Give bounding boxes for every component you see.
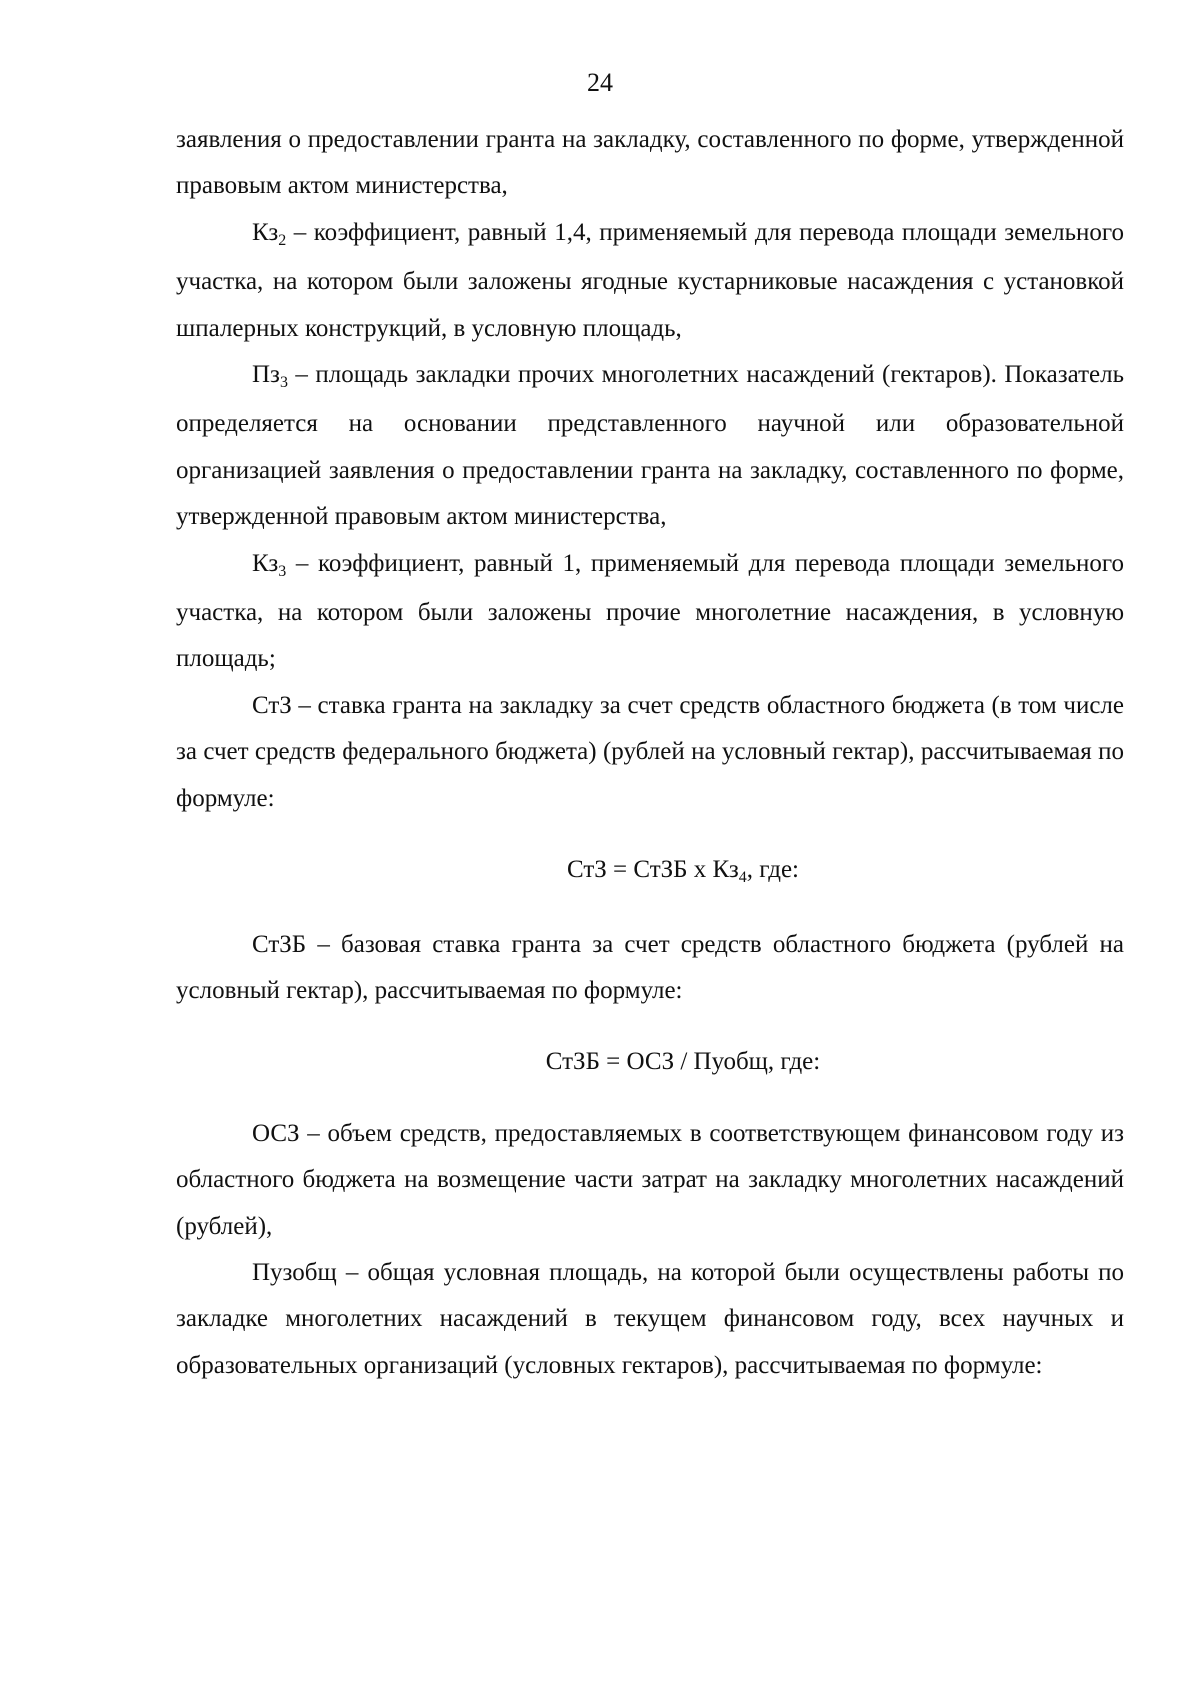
- formula-subscript: 4: [738, 869, 747, 887]
- paragraph-stz-definition: СтЗ – ставка гранта на закладку за счет средств областного бюджета (в том числе за счет средств федерального бюджета) (рублей на условный гектар), рассчитываемая по формуле:: [176, 691, 1124, 812]
- formula-text-tail: , где:: [746, 856, 800, 884]
- paragraph-puzobsh-definition: Пузобщ – общая условная площадь, на которой были осуществлены работы по закладке многолетних насаждений в текущем финансовом году, всех научных и образовательных организаций (условных гектаров), рассчитываемая по формуле:: [176, 1258, 1124, 1379]
- formula-text: СтЗ = СтЗБ х Кз: [566, 856, 739, 884]
- symbol-subscript: 2: [278, 231, 287, 249]
- paragraph-continuation: заявления о предоставлении гранта на закладку, составленного по форме, утвержденной правовым актом министерства,: [176, 126, 1124, 200]
- definition-text: – коэффициент, равный 1,4, применяемый для перевода площади земельного участка, на котором были заложены ягодные кустарниковые насаждения с установкой шпалерных конструкций, в условную площадь,: [176, 218, 1124, 342]
- symbol-subscript: 3: [279, 374, 288, 392]
- symbol-kz: Кз: [252, 218, 279, 246]
- text-body: [176, 117, 1124, 1389]
- symbol-pz: Пз: [252, 361, 280, 389]
- definition-text: – коэффициент, равный 1, применяемый для перевода площади земельного участка, на котором были заложены прочие многолетние насаждения, в условную площадь;: [176, 549, 1124, 673]
- paragraph-kz2-definition: [176, 210, 1124, 352]
- paragraph-pz3-definition: [176, 352, 1124, 541]
- paragraph-osz-definition: ОСЗ – объем средств, предоставляемых в соответствующем финансовом году из областного бюджета на возмещение части затрат на закладку многолетних насаждений (рублей),: [176, 1119, 1124, 1240]
- definition-text: – площадь закладки прочих многолетних насаждений (гектаров). Показатель определяется на основании представленного научной или образовательной организацией заявления о предоставлении гранта на закладку, составленного по форме, утвержденной правовым актом министерства,: [176, 361, 1124, 531]
- page-number: 24: [587, 68, 613, 97]
- symbol-subscript: 3: [278, 562, 287, 580]
- paragraph-stzb-definition: СтЗБ – базовая ставка гранта за счет средств областного бюджета (рублей на условный гектар), рассчитываемая по формуле:: [176, 930, 1124, 1004]
- formula-stz: [176, 847, 1124, 896]
- symbol-kz: Кз: [252, 549, 279, 577]
- formula-stzb: СтЗБ = ОСЗ / Пуобщ, где:: [545, 1048, 821, 1076]
- paragraph-kz3-definition: [176, 541, 1124, 683]
